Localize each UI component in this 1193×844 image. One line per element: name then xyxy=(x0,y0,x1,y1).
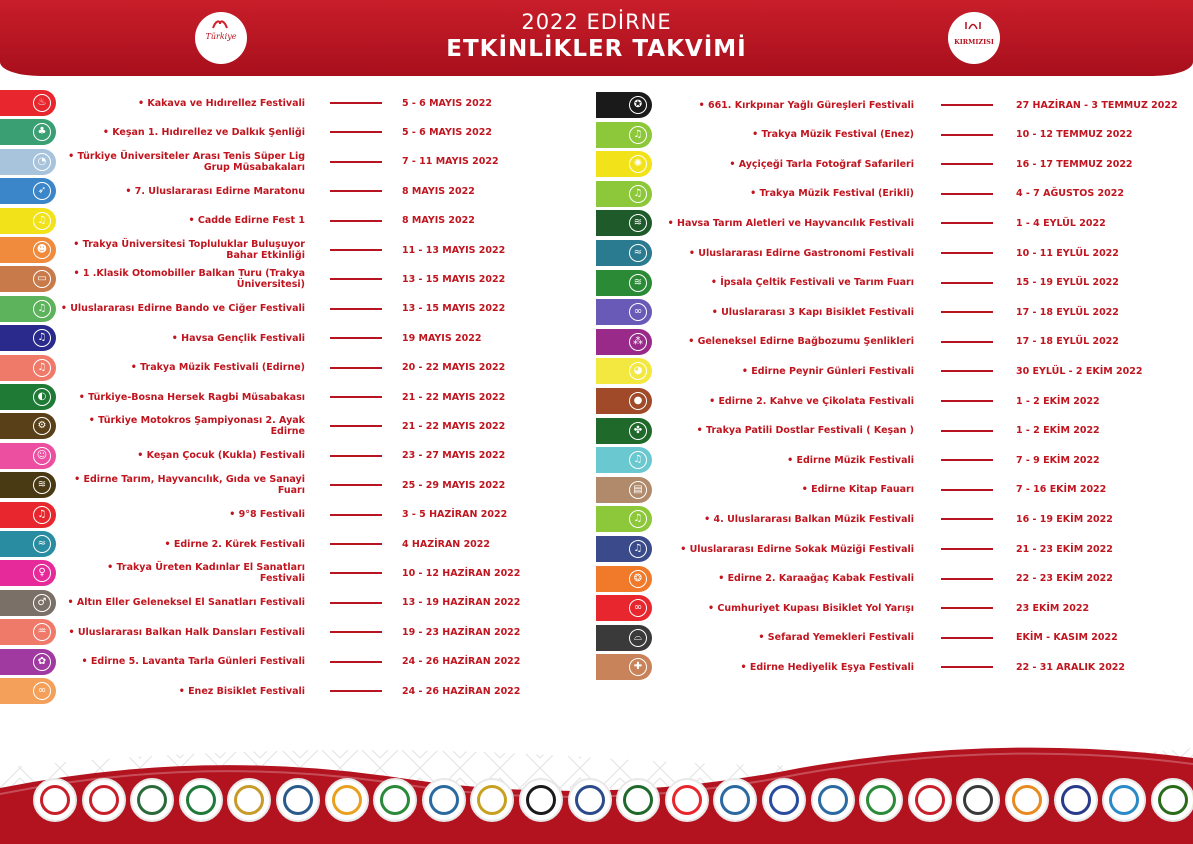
runner-icon: ➶ xyxy=(0,178,56,204)
event-name: • Edirne Peynir Günleri Festivali xyxy=(741,365,914,377)
event-row xyxy=(0,590,600,616)
university-logo xyxy=(1054,778,1098,822)
event-date: 24 - 26 HAZİRAN 2022 xyxy=(402,685,521,697)
municipality-logo-4 xyxy=(325,778,369,822)
event-row xyxy=(596,566,1193,592)
event-date: 19 - 23 HAZİRAN 2022 xyxy=(402,626,521,638)
pumpkin-icon: ❂ xyxy=(596,566,652,592)
event-name: • Uluslararası 3 Kapı Bisiklet Festivali xyxy=(711,306,914,318)
association-logo xyxy=(1102,778,1146,822)
event-dash xyxy=(330,249,382,251)
event-row xyxy=(596,270,1193,296)
event-dash xyxy=(330,337,382,339)
event-row xyxy=(0,678,600,704)
event-dash xyxy=(941,341,993,343)
event-row xyxy=(0,472,600,498)
dance-icon: ♒ xyxy=(0,619,56,645)
event-dash xyxy=(941,163,993,165)
event-dash xyxy=(330,308,382,310)
music-icon: ♫ xyxy=(596,181,652,207)
dish-icon: ⌓ xyxy=(596,625,652,651)
event-date: 1 - 2 EKİM 2022 xyxy=(1016,395,1100,407)
ministry-logo-2 xyxy=(82,778,126,822)
woman-icon: ♀ xyxy=(0,560,56,586)
event-date: 24 - 26 HAZİRAN 2022 xyxy=(402,656,521,668)
federation-logo-1 xyxy=(665,778,709,822)
event-name: • Trakya Müzik Festival (Enez) xyxy=(752,129,914,141)
event-date: 17 - 18 EYLÜL 2022 xyxy=(1016,336,1119,348)
event-name: • Uluslararası Balkan Halk Dansları Festivali xyxy=(68,626,305,638)
event-date: 10 - 12 HAZİRAN 2022 xyxy=(402,567,521,579)
cheese-icon: ◕ xyxy=(596,358,652,384)
event-date: 15 - 19 EYLÜL 2022 xyxy=(1016,277,1119,289)
event-dash xyxy=(330,396,382,398)
event-date: 4 HAZİRAN 2022 xyxy=(402,538,491,550)
event-dash xyxy=(330,367,382,369)
event-date: 17 - 18 EYLÜL 2022 xyxy=(1016,306,1119,318)
music-icon: ♫ xyxy=(596,122,652,148)
event-name: • Trakya Müzik Festival (Erikli) xyxy=(750,188,914,200)
event-dash xyxy=(941,311,993,313)
rowing-icon: ≈ xyxy=(596,240,652,266)
event-name: • İpsala Çeltik Festivali ve Tarım Fuarı xyxy=(710,277,914,289)
event-date: 20 - 22 MAYIS 2022 xyxy=(402,362,506,374)
edirne-kirmizisi-text: KIRMIZISI xyxy=(954,38,994,46)
event-dash xyxy=(941,193,993,195)
music-icon: ♫ xyxy=(596,536,652,562)
federation-logo-6 xyxy=(908,778,952,822)
tennis-icon: ◔ xyxy=(0,149,56,175)
event-row xyxy=(596,210,1193,236)
event-name: • Altın Eller Geleneksel El Sanatları Festivali xyxy=(67,597,305,609)
event-name: • Trakya Müzik Festivali (Edirne) xyxy=(130,362,305,374)
event-dash xyxy=(330,514,382,516)
event-row xyxy=(0,149,600,175)
event-name: • Uluslararası Edirne Gastronomi Festivali xyxy=(688,247,914,259)
grapes-icon: ⁂ xyxy=(596,329,652,355)
event-row xyxy=(0,560,600,586)
event-date: 7 - 16 EKİM 2022 xyxy=(1016,484,1107,496)
event-row xyxy=(596,654,1193,680)
event-row xyxy=(0,90,600,116)
event-date: 30 EYLÜL - 2 EKİM 2022 xyxy=(1016,365,1143,377)
event-date: 7 - 9 EKİM 2022 xyxy=(1016,454,1100,466)
ministry-logo-1 xyxy=(33,778,77,822)
event-name: • Türkiye Üniversiteler Arası Tenis Süper Lig Grup Müsabakaları xyxy=(68,150,305,173)
bicycle-icon: ∞ xyxy=(596,595,652,621)
event-date: 22 - 31 ARALIK 2022 xyxy=(1016,661,1126,673)
event-row xyxy=(0,208,600,234)
sunflower-icon: ✺ xyxy=(596,151,652,177)
event-name: • Edirne 2. Karaağaç Kabak Festivali xyxy=(718,573,914,585)
event-date: 19 MAYIS 2022 xyxy=(402,332,482,344)
event-dash xyxy=(941,666,993,668)
event-name: • Havsa Gençlik Festivali xyxy=(171,332,305,344)
event-dash xyxy=(330,190,382,192)
event-dash xyxy=(941,370,993,372)
gift-icon: ✚ xyxy=(596,654,652,680)
event-date: 16 - 19 EKİM 2022 xyxy=(1016,513,1113,525)
tree-icon: ♣ xyxy=(0,119,56,145)
event-dash xyxy=(941,489,993,491)
book-icon: ▤ xyxy=(596,477,652,503)
event-dash xyxy=(330,131,382,133)
event-name: • Havsa Tarım Aletleri ve Hayvancılık Festivali xyxy=(667,217,914,229)
event-date: 7 - 11 MAYIS 2022 xyxy=(402,156,499,168)
event-dash xyxy=(330,631,382,633)
event-row xyxy=(596,358,1193,384)
event-date: 1 - 2 EKİM 2022 xyxy=(1016,425,1100,437)
event-name: • Edirne Kitap Fauarı xyxy=(801,484,914,496)
event-row xyxy=(0,619,600,645)
lavender-icon: ✿ xyxy=(0,649,56,675)
event-row xyxy=(596,477,1193,503)
bicycle-icon: ∞ xyxy=(596,299,652,325)
event-date: 21 - 23 EKİM 2022 xyxy=(1016,543,1113,555)
event-dash xyxy=(330,543,382,545)
music-icon: ♫ xyxy=(0,502,56,528)
event-date: 10 - 11 EYLÜL 2022 xyxy=(1016,247,1119,259)
municipality-logo-5 xyxy=(373,778,417,822)
event-name: • Kakava ve Hıdırellez Festivali xyxy=(137,97,305,109)
event-name: • Edirne Hediyelik Eşya Festivali xyxy=(740,661,914,673)
event-dash xyxy=(330,425,382,427)
event-row xyxy=(0,266,600,292)
event-name: • 661. Kırkpınar Yağlı Güreşleri Festivali xyxy=(698,99,914,111)
event-name: • Trakya Üreten Kadınlar El Sanatları Festivali xyxy=(107,562,305,585)
municipality-logo-9 xyxy=(568,778,612,822)
event-row xyxy=(0,502,600,528)
elder-icon: ♂ xyxy=(0,590,56,616)
event-row xyxy=(596,240,1193,266)
event-name: • Edirne Müzik Festivali xyxy=(787,454,914,466)
event-name: • Geleneksel Edirne Bağbozumu Şenlikleri xyxy=(688,336,914,348)
event-date: 4 - 7 AĞUSTOS 2022 xyxy=(1016,188,1124,200)
music-icon: ♫ xyxy=(596,447,652,473)
event-dash xyxy=(941,518,993,520)
bicycle-icon: ∞ xyxy=(0,678,56,704)
event-row xyxy=(596,92,1193,118)
field-icon: ≋ xyxy=(596,270,652,296)
event-dash xyxy=(941,134,993,136)
tourism-logo xyxy=(1005,778,1049,822)
municipality-logo-6 xyxy=(422,778,466,822)
event-name: • 9°8 Festivali xyxy=(229,509,305,521)
people-icon: ☻ xyxy=(0,237,56,263)
paw-icon: ✤ xyxy=(596,418,652,444)
event-dash xyxy=(941,637,993,639)
event-row xyxy=(0,178,600,204)
music-icon: ♫ xyxy=(0,325,56,351)
municipality-logo-8 xyxy=(519,778,563,822)
event-date: 5 - 6 MAYIS 2022 xyxy=(402,97,492,109)
event-name: • 4. Uluslararası Balkan Müzik Festivali xyxy=(704,513,914,525)
edirne-kirmizisi-logo xyxy=(948,12,1000,64)
event-date: 13 - 19 HAZİRAN 2022 xyxy=(402,597,521,609)
event-dash xyxy=(941,578,993,580)
event-date: 8 MAYIS 2022 xyxy=(402,215,475,227)
event-row xyxy=(596,595,1193,621)
event-date: 13 - 15 MAYIS 2022 xyxy=(402,273,506,285)
event-row xyxy=(0,237,600,263)
event-name: • Uluslararası Edirne Sokak Müziği Festivali xyxy=(680,543,914,555)
event-name: • Trakya Üniversitesi Topluluklar Buluşuyor Bahar Etkinliği xyxy=(73,239,305,261)
event-dash xyxy=(941,607,993,609)
event-date: 23 EKİM 2022 xyxy=(1016,602,1090,614)
event-name: • Türkiye Motokros Şampiyonası 2. Ayak Edirne xyxy=(88,415,305,438)
event-row xyxy=(0,355,600,381)
music-icon: ♫ xyxy=(0,208,56,234)
event-name: • Sefarad Yemekleri Festivali xyxy=(758,632,914,644)
music-icon: ♫ xyxy=(0,296,56,322)
event-name: • Ayçiçeği Tarla Fotoğraf Safarileri xyxy=(729,158,914,170)
event-date: 22 - 23 EKİM 2022 xyxy=(1016,573,1113,585)
rugby-icon: ◐ xyxy=(0,384,56,410)
event-dash xyxy=(330,690,382,692)
event-row xyxy=(0,325,600,351)
event-dash xyxy=(330,278,382,280)
event-row xyxy=(596,388,1193,414)
event-name: • Edirne 5. Lavanta Tarla Günleri Festivali xyxy=(81,656,305,668)
header-banner xyxy=(0,0,1193,76)
event-row xyxy=(0,296,600,322)
federation-logo-3 xyxy=(762,778,806,822)
municipality-logo-10 xyxy=(616,778,660,822)
mosque-icon xyxy=(964,18,982,30)
event-date: 25 - 29 MAYIS 2022 xyxy=(402,479,506,491)
event-row xyxy=(0,119,600,145)
field-icon: ≋ xyxy=(596,210,652,236)
event-dash xyxy=(330,602,382,604)
event-name: • 7. Uluslararası Edirne Maratonu xyxy=(125,185,305,197)
event-name: • Cumhuriyet Kupası Bisiklet Yol Yarışı xyxy=(708,602,914,614)
event-date: 5 - 6 MAYIS 2022 xyxy=(402,126,492,138)
page-title-year: 2022 EDİRNE xyxy=(521,10,672,34)
event-name: • Türkiye-Bosna Hersek Ragbi Müsabakası xyxy=(78,391,305,403)
event-name: • Cadde Edirne Fest 1 xyxy=(188,215,305,227)
event-date: 16 - 17 TEMMUZ 2022 xyxy=(1016,158,1133,170)
event-dash xyxy=(941,222,993,224)
event-date: 11 - 13 MAYIS 2022 xyxy=(402,244,506,256)
event-dash xyxy=(941,430,993,432)
music-icon: ♫ xyxy=(596,506,652,532)
rowing-icon: ≈ xyxy=(0,531,56,557)
event-dash xyxy=(941,252,993,254)
wrestling-icon: ✪ xyxy=(596,92,652,118)
event-dash xyxy=(330,484,382,486)
event-row xyxy=(596,625,1193,651)
event-dash xyxy=(941,548,993,550)
event-dash xyxy=(330,161,382,163)
event-row xyxy=(596,418,1193,444)
event-row xyxy=(596,181,1193,207)
event-dash xyxy=(330,220,382,222)
municipality-logo-3 xyxy=(276,778,320,822)
event-row xyxy=(0,531,600,557)
event-date: 13 - 15 MAYIS 2022 xyxy=(402,303,506,315)
event-date: 21 - 22 MAYIS 2022 xyxy=(402,391,506,403)
event-row xyxy=(596,122,1193,148)
event-row xyxy=(596,299,1193,325)
event-date: 8 MAYIS 2022 xyxy=(402,185,475,197)
federation-logo-4 xyxy=(811,778,855,822)
event-name: • Edirne Tarım, Hayvancılık, Gıda ve Sanayi Fuarı xyxy=(74,474,305,497)
event-dash xyxy=(330,102,382,104)
car-icon: ▭ xyxy=(0,266,56,292)
event-row xyxy=(0,413,600,439)
field-icon: ≋ xyxy=(0,472,56,498)
trakya-logo xyxy=(1151,778,1193,822)
governorship-logo xyxy=(130,778,174,822)
event-row xyxy=(0,649,600,675)
coffee-icon: ● xyxy=(596,388,652,414)
event-name: • Keşan Çocuk (Kukla) Festivali xyxy=(137,450,305,462)
turkiye-logo-text: Türkiye xyxy=(205,32,237,41)
event-row xyxy=(596,536,1193,562)
event-row xyxy=(596,506,1193,532)
event-name: • Uluslararası Edirne Bando ve Ciğer Festivali xyxy=(60,303,305,315)
event-date: 10 - 12 TEMMUZ 2022 xyxy=(1016,129,1133,141)
event-date: 27 HAZİRAN - 3 TEMMUZ 2022 xyxy=(1016,99,1178,111)
event-date: EKİM - KASIM 2022 xyxy=(1016,632,1118,644)
event-dash xyxy=(941,282,993,284)
music-icon: ♫ xyxy=(0,355,56,381)
event-dash xyxy=(330,455,382,457)
event-name: • Trakya Patili Dostlar Festivali ( Keşan ) xyxy=(696,425,914,437)
event-row xyxy=(596,151,1193,177)
event-row xyxy=(0,384,600,410)
event-dash xyxy=(330,572,382,574)
event-date: 3 - 5 HAZİRAN 2022 xyxy=(402,509,508,521)
event-row xyxy=(596,447,1193,473)
event-name: • 1 .Klasik Otomobiller Balkan Turu (Trakya Üniversitesi) xyxy=(73,268,305,291)
event-dash xyxy=(941,400,993,402)
event-row xyxy=(0,443,600,469)
event-name: • Keşan 1. Hıdırellez ve Dalkık Şenliği xyxy=(102,126,305,138)
flame-icon: ♨ xyxy=(0,90,56,116)
event-date: 1 - 4 EYLÜL 2022 xyxy=(1016,217,1106,229)
event-row xyxy=(596,329,1193,355)
children-icon: ☺ xyxy=(0,443,56,469)
page-title: ETKİNLİKLER TAKVİMİ xyxy=(446,36,747,62)
municipality-logo-1 xyxy=(179,778,223,822)
event-dash xyxy=(330,661,382,663)
event-dash xyxy=(941,459,993,461)
event-date: 21 - 22 MAYIS 2022 xyxy=(402,420,506,432)
federation-logo-5 xyxy=(859,778,903,822)
event-name: • Edirne 2. Kürek Festivali xyxy=(164,538,305,550)
event-name: • Enez Bisiklet Festivali xyxy=(178,685,305,697)
event-dash xyxy=(941,104,993,106)
event-name: • Edirne 2. Kahve ve Çikolata Festivali xyxy=(709,395,914,407)
motocross-icon: ⚙ xyxy=(0,413,56,439)
event-date: 23 - 27 MAYIS 2022 xyxy=(402,450,506,462)
